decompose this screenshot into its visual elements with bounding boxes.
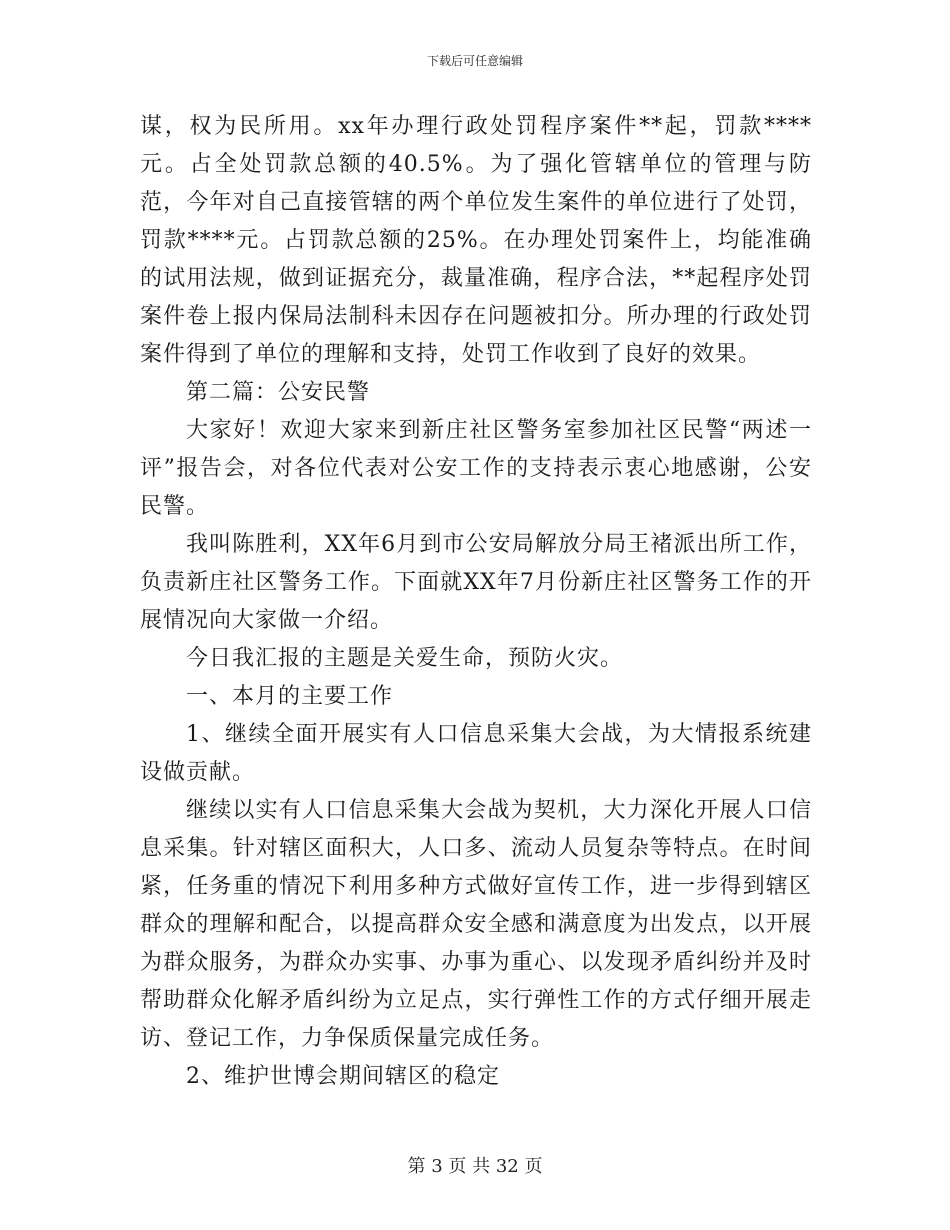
paragraph-introduction: 我叫陈胜利，XX年6月到市公安局解放分局王褚派出所工作，负责新庄社区警务工作。下面就XX年7月份新庄社区警务工作的开展情况向大家做一介绍。 (140, 532, 812, 633)
section-title: 第二篇：公安民警 (186, 380, 371, 405)
item-2-heading: 2、维护世博会期间辖区的稳定 (186, 1064, 500, 1089)
item-1-body: 继续以实有人口信息采集大会战为契机，大力深化开展人口信息采集。针对辖区面积大，人口多、流动人员复杂等特点。在时间紧，任务重的情况下利用多种方式做好宣传工作，进一步得到辖区群众的理解和配合，以提高群众安全感和满意度为出发点，以开展为群众服务，为群众办实事、办事为重心、以发现矛盾纠纷并及时帮助群众化解矛盾纠纷为立足点，实行弹性工作的方式仔细开展走访、登记工作，力争保质保量完成任务。 (140, 798, 812, 1051)
heading-main-work: 一、本月的主要工作 (186, 684, 394, 709)
document-body (140, 108, 812, 1096)
paragraph-theme: 今日我汇报的主题是关爱生命，预防火灾。 (186, 646, 624, 671)
page-header: 下载后可任意编辑 (426, 54, 523, 68)
page-footer: 第 3 页 共 32 页 (407, 1156, 543, 1177)
item-1-heading: 1、继续全面开展实有人口信息采集大会战，为大情报系统建设做贡献。 (140, 722, 812, 785)
paragraph-continuation: 谋，权为民所用。xx年办理行政处罚程序案件**起，罚款****元。占全处罚款总额的40.5%。为了强化管辖单位的管理与防范，今年对自己直接管辖的两个单位发生案件的单位进行了处罚，罚款****元。占罚款总额的25%。在办理处罚案件上，均能准确的试用法规，做到证据充分，裁量准确，程序合法，**起程序处罚案件卷上报内保局法制科未因存在问题被扣分。所办理的行政处罚案件得到了单位的理解和支持，处罚工作收到了良好的效果。 (140, 114, 812, 367)
paragraph-greeting: 大家好！欢迎大家来到新庄社区警务室参加社区民警“两述一评”报告会，对各位代表对公安工作的支持表示衷心地感谢，公安民警。 (140, 418, 812, 519)
